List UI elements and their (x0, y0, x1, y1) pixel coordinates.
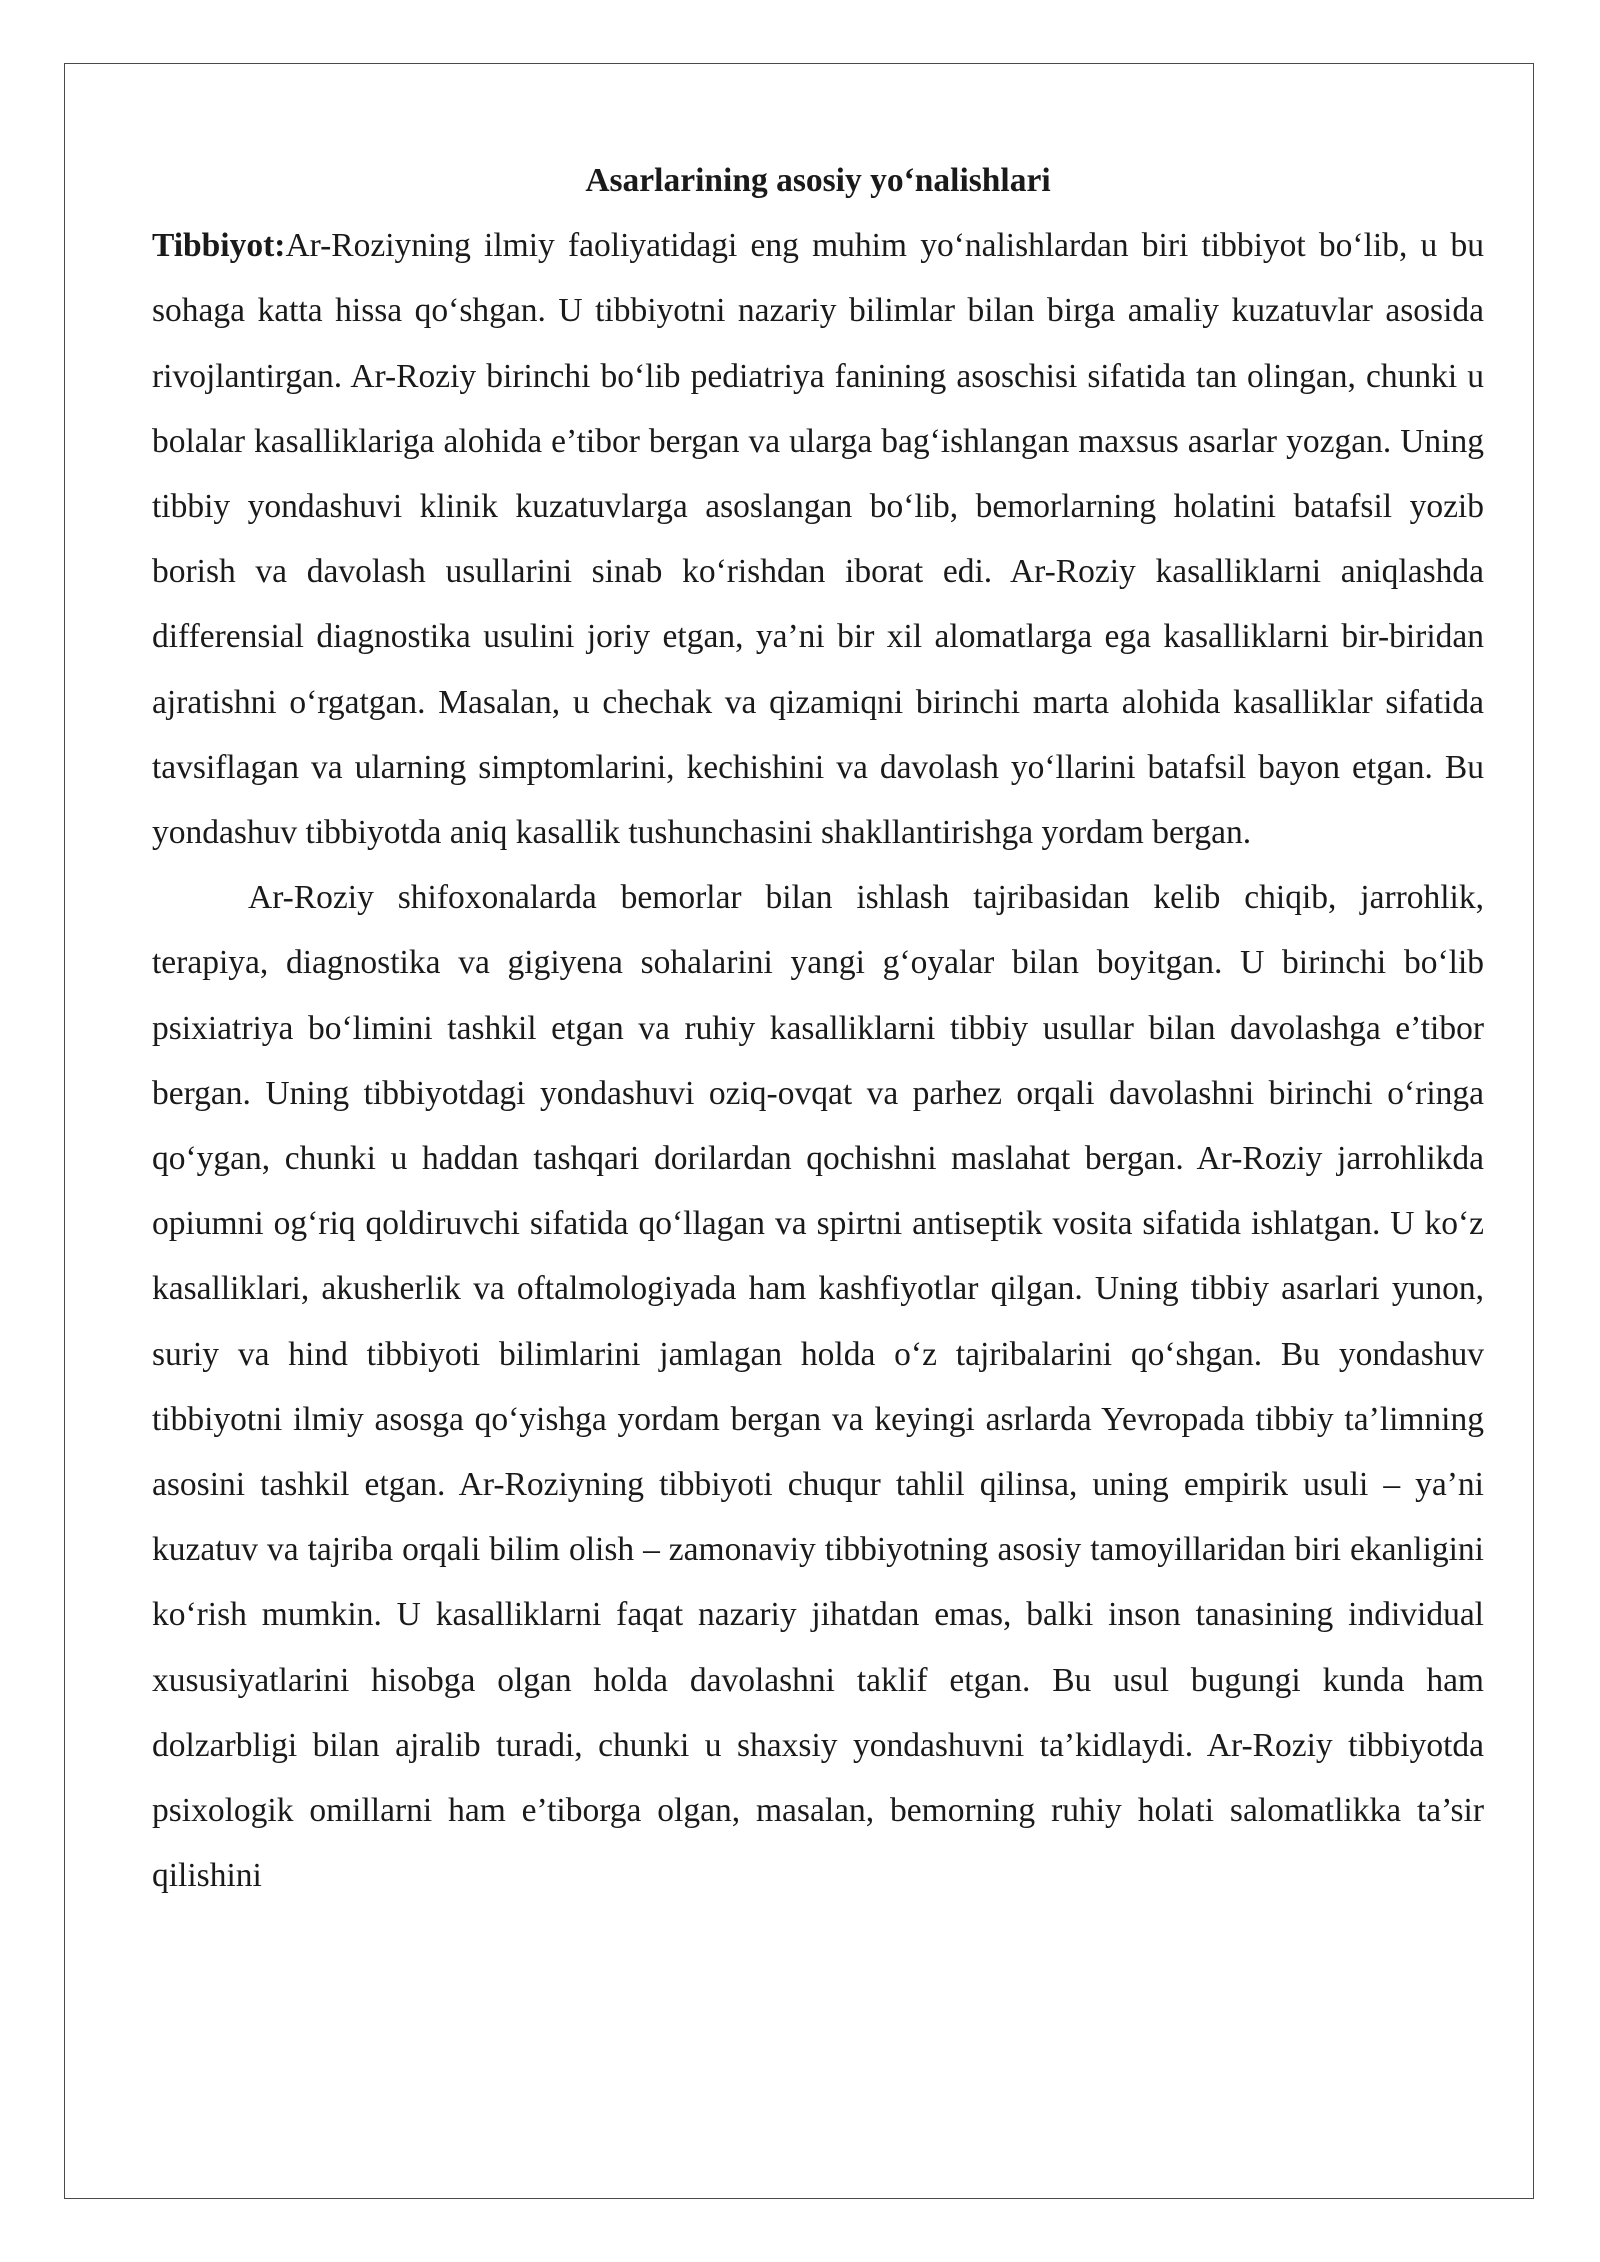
paragraph-1-text: Ar-Roziyning ilmiy faoliyatidagi eng muhim yo‘nalishlardan biri tibbiyot bo‘lib, u bu sohaga katta hissa qo‘shgan. U tibbiyotni nazariy bilimlar bilan birga amaliy kuzatuvlar asosida rivojlantirgan. Ar-Roziy birinchi bo‘lib pediatriya fanining asoschisi sifatida tan olingan, chunki u bolalar kasalliklariga alohida e’tibor bergan va ularga bag‘ishlangan maxsus asarlar yozgan. Uning tibbiy yondashuvi klinik kuzatuvlarga asoslangan bo‘lib, bemorlarning holatini batafsil yozib borish va davolash usullarini sinab ko‘rishdan iborat edi. Ar-Roziy kasalliklarni aniqlashda differensial diagnostika usulini joriy etgan, ya’ni bir xil alomatlarga ega kasalliklarni bir-biridan ajratishni o‘rgatgan. Masalan, u chechak va qizamiqni birinchi marta alohida kasalliklar sifatida tavsiflagan va ularning simptomlarini, kechishini va davolash yo‘llarini batafsil bayon etgan. Bu yondashuv tibbiyotda aniq kasallik tushunchasini shakllantirishga yordam bergan. (152, 227, 1484, 852)
section-lead-label: Tibbiyot: (152, 227, 286, 265)
document-title: Asarlarining asosiy yo‘nalishlari (585, 162, 1051, 199)
document-body (152, 148, 1484, 1908)
paragraph-medicine-intro (152, 213, 1484, 865)
paragraph-medicine-practice: Ar-Roziy shifoxonalarda bemorlar bilan ishlash tajribasidan kelib chiqib, jarrohlik, terapiya, diagnostika va gigiyena sohalarini yangi g‘oyalar bilan boyitgan. U birinchi bo‘lib psixiatriya bo‘limini tashkil etgan va ruhiy kasalliklarni tibbiy usullar bilan davolashga e’tibor bergan. Uning tibbiyotdagi yondashuvi oziq-ovqat va parhez orqali davolashni birinchi o‘ringa qo‘ygan, chunki u haddan tashqari dorilardan qochishni maslahat bergan. Ar-Roziy jarrohlikda opiumni og‘riq qoldiruvchi sifatida qo‘llagan va spirtni antiseptik vosita sifatida ishlatgan. U ko‘z kasalliklari, akusherlik va oftalmologiyada ham kashfiyotlar qilgan. Uning tibbiy asarlari yunon, suriy va hind tibbiyoti bilimlarini jamlagan holda o‘z tajribalarini qo‘shgan. Bu yondashuv tibbiyotni ilmiy asosga qo‘yishga yordam bergan va keyingi asrlarda Yevropada tibbiy ta’limning asosini tashkil etgan. Ar-Roziyning tibbiyoti chuqur tahlil qilinsa, uning empirik usuli – ya’ni kuzatuv va tajriba orqali bilim olish – zamonaviy tibbiyotning asosiy tamoyillaridan biri ekanligini ko‘rish mumkin. U kasalliklarni faqat nazariy jihatdan emas, balki inson tanasining individual xususiyatlarini hisobga olgan holda davolashni taklif etgan. Bu usul bugungi kunda ham dolzarbligi bilan ajralib turadi, chunki u shaxsiy yondashuvni ta’kidlaydi. Ar-Roziy tibbiyotda psixologik omillarni ham e’tiborga olgan, masalan, bemorning ruhiy holati salomatlikka ta’sir qilishini (152, 879, 1484, 1895)
